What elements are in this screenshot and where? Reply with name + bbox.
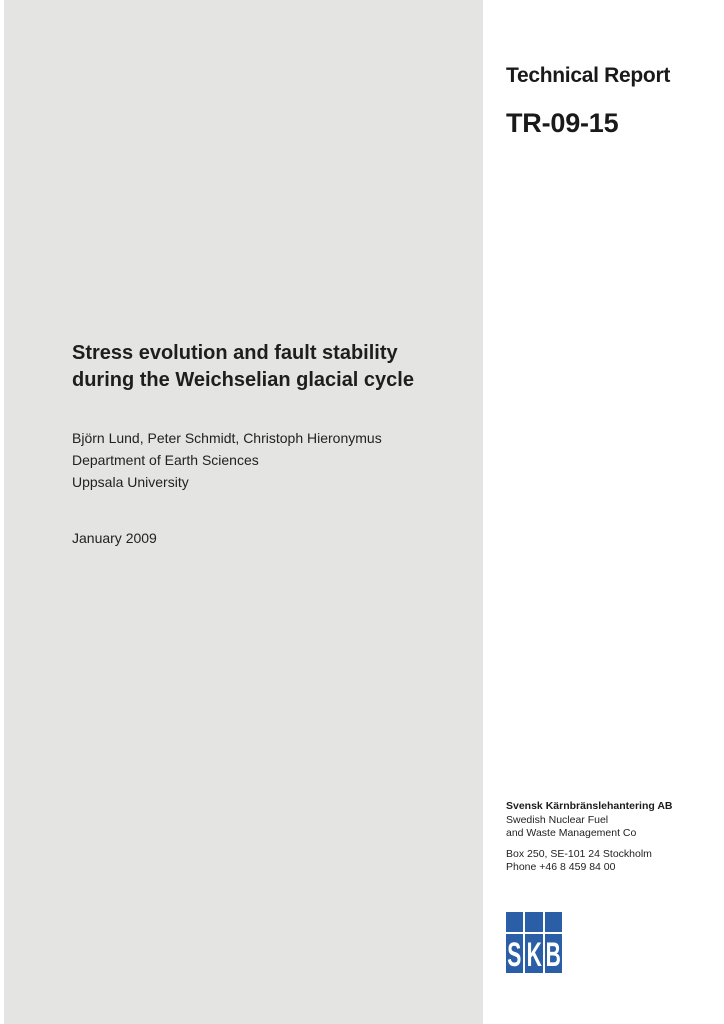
publisher-english-name-1: Swedish Nuclear Fuel — [506, 814, 609, 826]
skb-logo-letter-k: K — [526, 936, 542, 973]
publisher-block — [506, 800, 706, 874]
cover-grey-panel — [4, 0, 483, 1024]
skb-logo-block-s — [506, 912, 523, 973]
report-type: Technical Report — [506, 64, 671, 87]
publisher-name: Svensk Kärnbränslehantering AB — [506, 800, 673, 812]
department: Department of Earth Sciences — [72, 452, 259, 468]
title-line-1: Stress evolution and fault stability — [72, 342, 398, 364]
publisher-address: Box 250, SE-101 24 Stockholm — [506, 848, 652, 860]
skb-logo-letter-b: B — [545, 936, 561, 973]
publisher-english-name-2: and Waste Management Co — [506, 827, 637, 839]
publication-date: January 2009 — [72, 530, 157, 546]
skb-logo-letter-s: S — [507, 936, 522, 973]
skb-logo-block-b — [545, 912, 562, 973]
university: Uppsala University — [72, 474, 189, 490]
title-line-2: during the Weichselian glacial cycle — [72, 369, 414, 391]
skb-logo — [506, 912, 562, 973]
authors: Björn Lund, Peter Schmidt, Christoph Hieronymus — [72, 430, 382, 446]
publisher-phone: Phone +46 8 459 84 00 — [506, 861, 616, 873]
document-title — [72, 340, 472, 394]
skb-logo-block-k — [525, 912, 542, 973]
report-number: TR-09-15 — [506, 108, 619, 138]
